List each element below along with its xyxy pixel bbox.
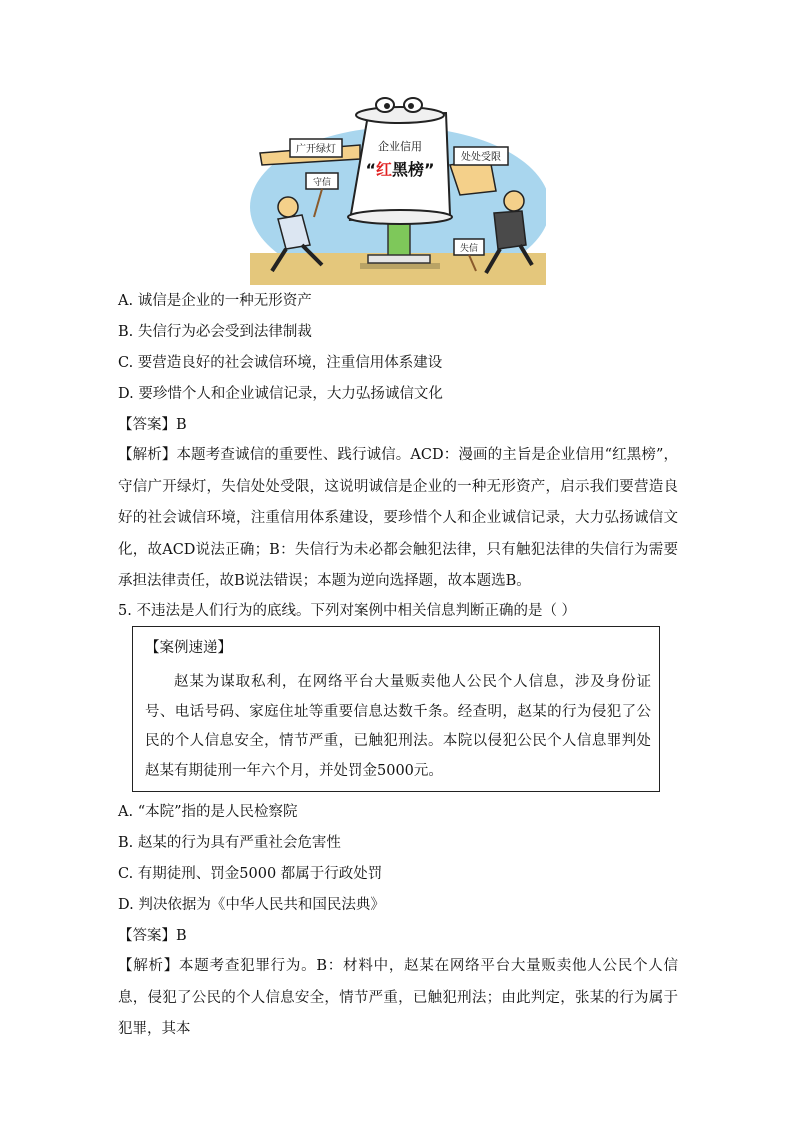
falling-person-icon: [504, 191, 524, 211]
q4-answer: 【答案】B: [118, 417, 187, 433]
analysis-tag: 【解析】: [118, 958, 180, 974]
q4-analysis: [118, 440, 678, 598]
q4-option-a: A. 诚信是企业的一种无形资产: [118, 293, 312, 309]
board-line2: “红黑榜”: [365, 160, 435, 179]
credit-red-black-list-cartoon: [250, 95, 546, 285]
running-person-icon: [278, 197, 298, 217]
left-sign-text: 广开绿灯: [296, 144, 336, 155]
q5-analysis: [118, 951, 678, 1046]
q5-option-a: A. “本院”指的是人民检察院: [118, 804, 298, 820]
board-black-text: 黑榜: [392, 160, 425, 179]
q5-option-c: C. 有期徒刑、罚金5000 都属于行政处罚: [118, 866, 383, 882]
q5-option-d: D. 判决依据为《中华人民共和国民法典》: [118, 897, 385, 913]
q4-option-c: C. 要营造良好的社会诚信环境，注重信用体系建设: [118, 355, 443, 371]
case-title: 【案例速递】: [145, 640, 232, 656]
q5-stem: 5. 不违法是人们行为的底线。下列对案例中相关信息判断正确的是（ ）: [118, 603, 577, 619]
q5-analysis-text: 本题考查犯罪行为。B：材料中，赵某在网络平台大量贩卖他人公民个人信息，侵犯了公民的个人信息安全，情节严重，已触犯刑法；由此判定，张某的行为属于犯罪，其本: [118, 958, 679, 1037]
left-person-sign: 守信: [312, 178, 332, 188]
analysis-tag: 【解析】: [118, 447, 177, 463]
q5-option-b: B. 赵某的行为具有严重社会危害性: [118, 835, 341, 851]
q4-option-b: B. 失信行为必会受到法律制裁: [118, 324, 312, 340]
q5-answer: 【答案】B: [118, 928, 187, 944]
case-box: [132, 626, 660, 792]
right-sign-text: 处处受限: [461, 152, 501, 163]
q4-option-d: D. 要珍惜个人和企业诚信记录，大力弘扬诚信文化: [118, 386, 443, 402]
q4-analysis-text: 本题考查诚信的重要性、践行诚信。ACD：漫画的主旨是企业信用“红黑榜”，守信广开绿灯，失信处处受限，这说明诚信是企业的一种无形资产，启示我们要营造良好的社会诚信环境，注重信用体系建设，要珍惜个人和企业诚信记录，大力弘扬诚信文化，故ACD说法正确；B：失信行为未必都会触犯法律，只有触犯法律的失信行为需要承担法律责任，故B说法错误；本题为逆向选择题，故本题选B。: [118, 447, 678, 589]
case-text: 赵某为谋取私利，在网络平台大量贩卖他人公民个人信息，涉及身份证号、电话号码、家庭住址等重要信息达数千条。经查明，赵某的行为侵犯了公民的个人信息安全，情节严重，已触犯刑法。本院以侵犯公民个人信息罪判处赵某有期徒刑一年六个月，并处罚金5000元。: [145, 674, 651, 779]
right-person-sign: 失信: [459, 244, 479, 254]
board-line1: 企业信用: [378, 140, 422, 153]
board-red-text: 红: [375, 160, 392, 179]
